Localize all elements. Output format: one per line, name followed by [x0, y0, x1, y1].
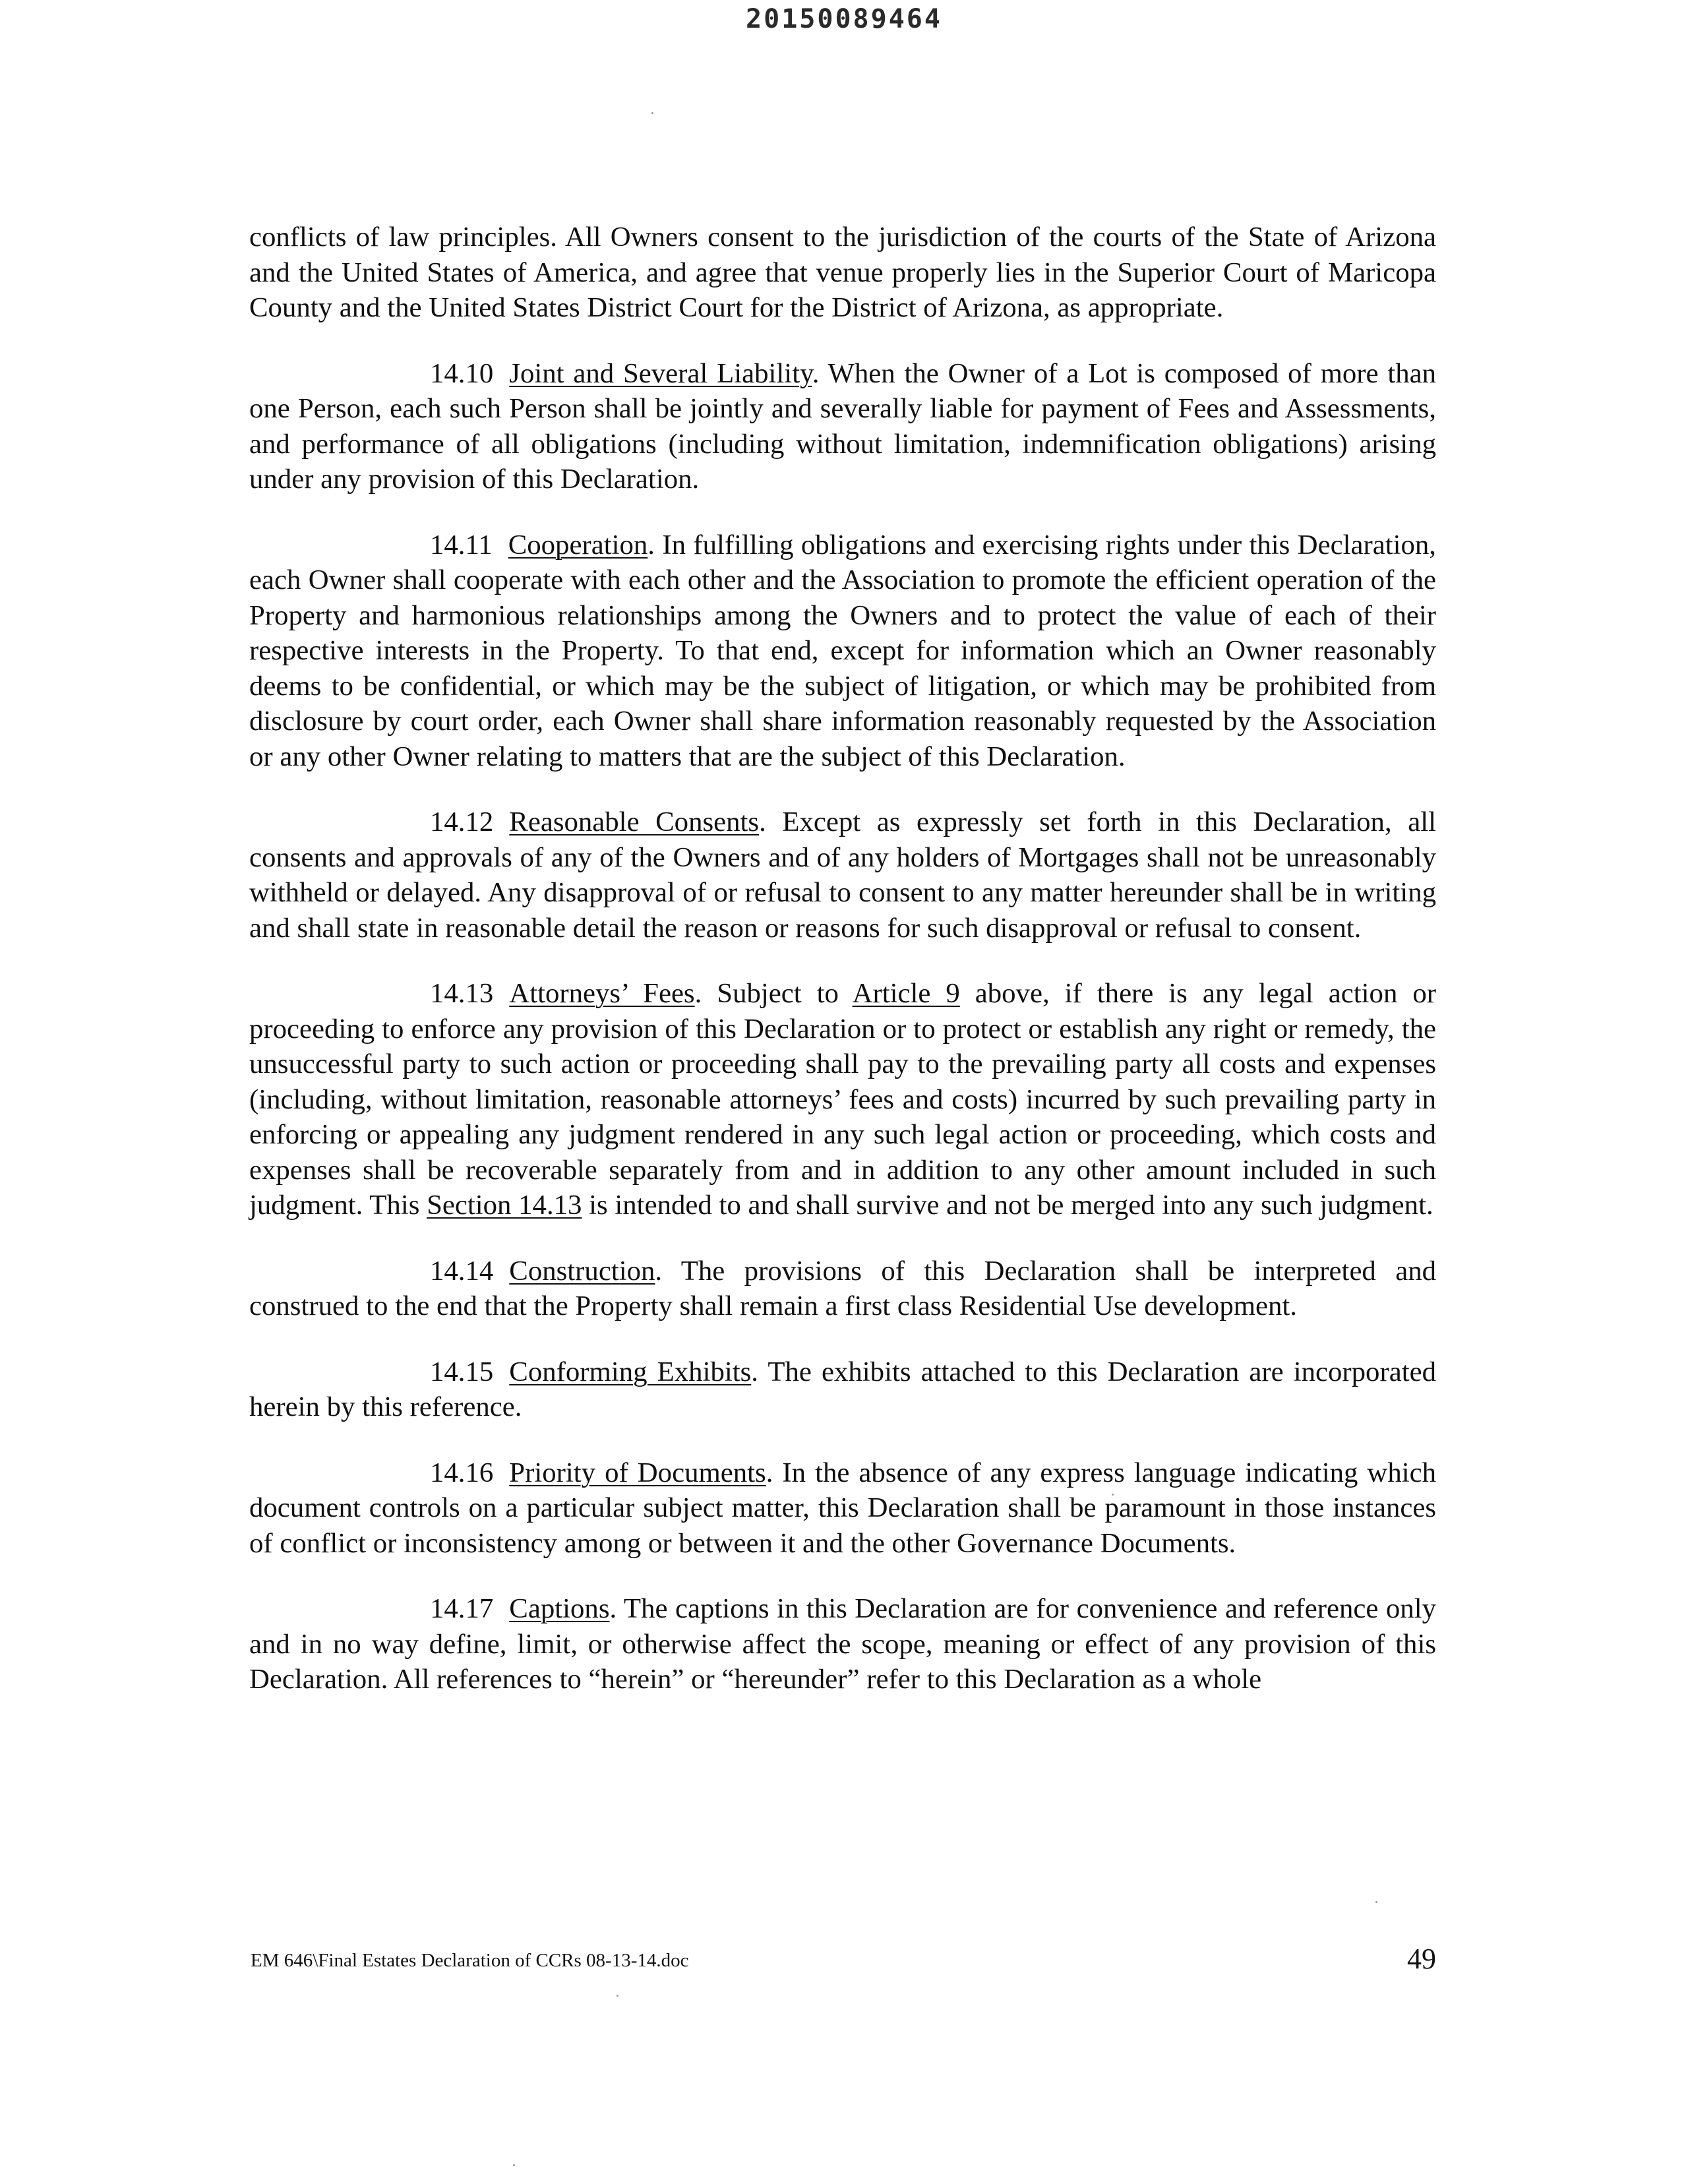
section-reference: Section 14.13 — [427, 1190, 582, 1221]
section-number: 14.12 — [430, 806, 494, 837]
section-number: 14.11 — [430, 529, 493, 561]
section-text: is intended to and shall survive and not be merged into any such judgment. — [582, 1190, 1433, 1221]
paragraph-text: conflicts of law principles. All Owners consent to the jurisdiction of the courts of the State of Arizona and the United States of America, and agree that venue properly lies in the Superior Court of Maricopa County and the United States District Court for the District of Arizona, as appropriate. — [249, 222, 1436, 323]
section-number: 14.17 — [430, 1593, 494, 1624]
section-title: Conforming Exhibits — [509, 1356, 752, 1387]
article-reference: Article 9 — [852, 978, 960, 1009]
scan-speck — [651, 112, 653, 114]
section-text: The exhibits attached to this Declaration are incorporated herein by this reference. — [249, 1356, 1436, 1422]
section-text: When the Owner of a Lot is composed of more than one Person, each such Person shall be jointly and severally liable for payment of Fees and Assessments, and performance of all obligations (including without limitation, indemnification obligations) arising under any provision of this Declaration. — [249, 357, 1436, 495]
section-title: Reasonable Consents — [509, 806, 760, 837]
section-14-13: 14.13 Attorneys’ Fees. Subject to Article 9 above, if there is any legal action or proceeding to enforce any provision of this Declaration or to protect or establish any right or remedy, the unsuccessful party to such action or proceeding shall pay to the prevailing party all costs and expenses (including, without limitation, reasonable attorneys’ fees and costs) incurred by such prevailing party in enforcing or appealing any judgment rendered in any such legal action or proceeding, which costs and expenses shall be recoverable separately from and in addition to any other amount included in such judgment. This Section 14.13 is intended to and shall survive and not be merged into any such judgment. — [249, 976, 1436, 1223]
section-text: In fulfilling obligations and exercising rights under this Declaration, each Owner shall cooperate with each other and the Association to promote the efficient operation of the Property and harmonious relationships among the Owners and to protect the value of each of their respective interests in the Property. To that end, except for information which an Owner reasonably deems to be confidential, or which may be the subject of litigation, or which may be prohibited from disclosure by court order, each Owner shall share information reasonably requested by the Association or any other Owner relating to matters that are the subject of this Declaration. — [249, 529, 1436, 772]
section-number: 14.16 — [430, 1457, 494, 1488]
section-number: 14.14 — [430, 1255, 494, 1287]
paragraph-continuation — [249, 220, 1436, 326]
section-number: 14.10 — [430, 357, 494, 389]
section-14-14: 14.14 Construction. The provisions of this Declaration shall be interpreted and construed to the end that the Property shall remain a first class Residential Use development. — [249, 1254, 1436, 1324]
section-title: Joint and Several Liability — [509, 357, 812, 389]
section-number: 14.15 — [430, 1356, 494, 1387]
section-title: Construction — [509, 1255, 655, 1287]
page-number: 49 — [1407, 1943, 1436, 1975]
section-title: Priority of Documents — [509, 1457, 766, 1488]
scan-speck — [617, 1995, 618, 1997]
section-text: The captions in this Declaration are for convenience and reference only and in no way define, limit, or otherwise affect the scope, meaning or effect of any provision of this Declaration. All references to “herein” or “hereunder” refer to this Declaration as a whole — [249, 1593, 1436, 1695]
section-text: The provisions of this Declaration shall be interpreted and construed to the end that the Property shall remain a first class Residential Use development. — [249, 1255, 1436, 1321]
document-body — [249, 220, 1436, 1728]
scan-speck — [1375, 1901, 1377, 1903]
section-text: In the absence of any express language indicating which document controls on a particular subject matter, this Declaration shall be paramount in those instances of conflict or inconsistency among or between it and the other Governance Documents. — [249, 1457, 1437, 1559]
section-14-10: 14.10 Joint and Several Liability. When the Owner of a Lot is composed of more than one Person, each such Person shall be jointly and severally liable for payment of Fees and Assessments, and performance of all obligations (including without limitation, indemnification obligations) arising under any provision of this Declaration. — [249, 356, 1436, 497]
section-14-12: 14.12 Reasonable Consents. Except as expressly set forth in this Declaration, all consents and approvals of any of the Owners and of any holders of Mortgages shall not be unreasonably withheld or delayed. Any disapproval of or refusal to consent to any matter hereunder shall be in writing and shall state in reasonable detail the reason or reasons for such disapproval or refusal to consent. — [249, 804, 1436, 946]
section-text: Subject to — [702, 978, 853, 1009]
recording-number: 20150089464 — [746, 4, 942, 34]
section-14-15: 14.15 Conforming Exhibits. The exhibits attached to this Declaration are incorporated herein by this reference. — [249, 1354, 1436, 1425]
section-14-17: 14.17 Captions. The captions in this Declaration are for convenience and reference only and in no way define, limit, or otherwise affect the scope, meaning or effect of any provision of this Declaration. All references to “herein” or “hereunder” refer to this Declaration as a whole — [249, 1591, 1436, 1697]
section-title: Attorneys’ Fees — [509, 978, 695, 1009]
section-title: Captions — [509, 1593, 610, 1624]
section-14-11: 14.11 Cooperation. In fulfilling obligations and exercising rights under this Declaration, each Owner shall cooperate with each other and the Association to promote the efficient operation of the Property and harmonious relationships among the Owners and to protect the value of each of their respective interests in the Property. To that end, except for information which an Owner reasonably deems to be confidential, or which may be the subject of litigation, or which may be prohibited from disclosure by court order, each Owner shall share information reasonably requested by the Association or any other Owner relating to matters that are the subject of this Declaration. — [249, 528, 1436, 775]
scan-speck — [513, 2164, 515, 2166]
section-title: Cooperation — [508, 529, 648, 561]
section-14-16: 14.16 Priority of Documents. In the absence of any express language indicating which document controls on a particular subject matter, this Declaration shall be paramount in those instances of conflict or inconsistency among or between it and the other Governance Documents. — [249, 1455, 1436, 1562]
section-number: 14.13 — [430, 978, 494, 1009]
section-text: above, if there is any legal action or proceeding to enforce any provision of this Declaration or to protect or establish any right or remedy, the unsuccessful party to such action or proceeding shall pay to the prevailing party all costs and expenses (including, without limitation, reasonable attorneys’ fees and costs) incurred by such prevailing party in enforcing or appealing any judgment rendered in any such legal action or proceeding, which costs and expenses shall be recoverable separately from and in addition to any other amount included in such judgment. This — [249, 978, 1436, 1221]
footer-file-path: EM 646\Final Estates Declaration of CCRs 08-13-14.doc — [251, 1950, 689, 1971]
section-text: Except as expressly set forth in this Declaration, all consents and approvals of any of the Owners and of any holders of Mortgages shall not be unreasonably withheld or delayed. Any disapproval of or refusal to consent to any matter hereunder shall be in writing and shall state in reasonable detail the reason or reasons for such disapproval or refusal to consent. — [249, 806, 1436, 944]
